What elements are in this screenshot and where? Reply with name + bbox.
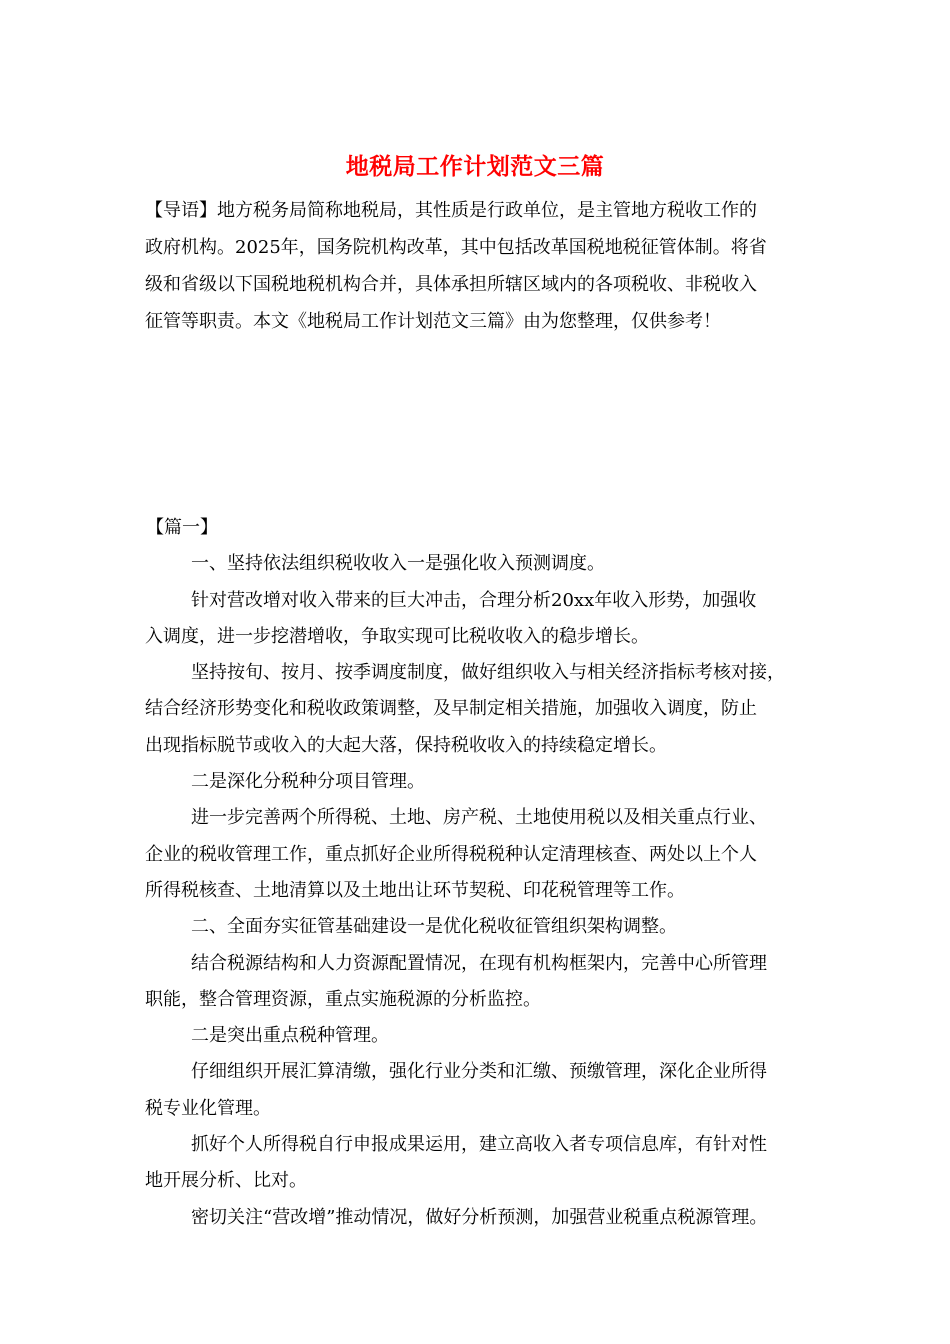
body-line: 坚持按旬、按月、按季调度制度，做好组织收入与相关经济指标考核对接，: [191, 662, 785, 684]
section-label: 【篇一】: [146, 517, 218, 538]
body-line: 所得税核查、土地清算以及土地出让环节契税、印花税管理等工作。: [145, 879, 685, 901]
heading-line: 二是突出重点税种管理。: [191, 1025, 389, 1047]
body-line: 密切关注“营改增”推动情况，做好分析预测，加强营业税重点税源管理。: [191, 1206, 768, 1228]
intro-line: 政府机构。2025年，国务院机构改革，其中包括改革国税地税征管体制。将省: [145, 237, 767, 258]
body-line: 地开展分析、比对。: [145, 1170, 307, 1192]
intro-line: 征管等职责。本文《地税局工作计划范文三篇》由为您整理，仅供参考！: [145, 311, 721, 332]
body-line: 企业的税收管理工作，重点抓好企业所得税税种认定清理核查、两处以上个人: [145, 843, 757, 865]
body-line: 抓好个人所得税自行申报成果运用，建立高收入者专项信息库，有针对性: [191, 1134, 767, 1156]
body-line: 出现指标脱节或收入的大起大落，保持税收收入的持续稳定增长。: [145, 734, 667, 756]
intro-line: 级和省级以下国税地税机构合并，具体承担所辖区域内的各项税收、非税收入: [145, 274, 757, 295]
intro-paragraph: [145, 192, 835, 340]
body-line: 针对营改增对收入带来的巨大冲击，合理分析20xx年收入形势，加强收: [191, 589, 757, 611]
body-line: 职能，整合管理资源，重点实施税源的分析监控。: [145, 988, 541, 1010]
body-line: 结合税源结构和人力资源配置情况，在现有机构框架内，完善中心所管理: [191, 952, 767, 974]
heading-line: 一、坚持依法组织税收收入一是强化收入预测调度。: [191, 553, 605, 575]
document-title: 地税局工作计划范文三篇: [345, 153, 605, 180]
body-line: 仔细组织开展汇算清缴，强化行业分类和汇缴、预缴管理，深化企业所得: [191, 1061, 767, 1083]
body-line: 进一步完善两个所得税、土地、房产税、土地使用税以及相关重点行业、: [191, 807, 767, 829]
section-one: [145, 510, 835, 1236]
heading-line: 二、全面夯实征管基础建设一是优化税收征管组织架构调整。: [191, 916, 677, 938]
heading-line: 二是深化分税种分项目管理。: [191, 771, 425, 793]
body-line: 结合经济形势变化和税收政策调整，及早制定相关措施，加强收入调度，防止: [145, 698, 757, 720]
body-line: 入调度，进一步挖潜增收，争取实现可比税收收入的稳步增长。: [145, 625, 649, 647]
intro-line: 【导语】地方税务局简称地税局，其性质是行政单位，是主管地方税收工作的: [145, 200, 757, 221]
body-line: 税专业化管理。: [145, 1097, 271, 1119]
